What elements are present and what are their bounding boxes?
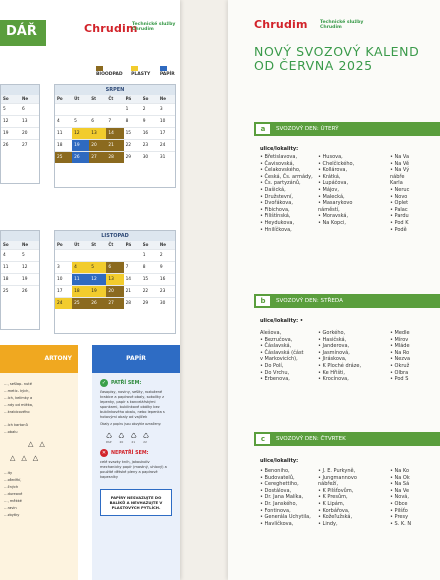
papir-notice: PAPÍRY NESVAZUJTE DO BALÍKŮ A NEVHAZUJTE V PLASTOVÝCH PYTLÍCH. xyxy=(100,489,172,516)
day-cell xyxy=(72,249,89,261)
page-title: NOVÝ SVOZOVÝ KALEND OD ČERVNA 2025 xyxy=(254,44,420,73)
street-item: • Čáslavská, xyxy=(260,343,292,350)
day-cell xyxy=(106,249,123,261)
day-cell: 3 xyxy=(158,103,175,115)
day-cell: 29 xyxy=(141,297,158,309)
day-cell: 5 xyxy=(89,261,106,273)
street-item: • S. K. N xyxy=(390,520,412,527)
street-item: • Bezručova, xyxy=(260,336,293,343)
day-cell: 13 xyxy=(106,273,123,285)
day-cell: 8 xyxy=(141,261,158,273)
street-item: • Pilšťo xyxy=(390,507,408,514)
day-bar-a xyxy=(254,122,440,136)
street-item: • Podě xyxy=(390,226,407,233)
street-item: • J. E. Purkyně, xyxy=(318,468,356,474)
day-label: SVOZOVÝ DEN: ČTVRTEK xyxy=(276,436,346,442)
street-item: • Jungmannovo xyxy=(318,474,357,481)
street-item: • Čelakovského, xyxy=(260,167,301,174)
street-item: nábřeží, xyxy=(318,481,339,488)
street-item: • Dašická, xyxy=(260,186,286,193)
day-cell: 14 xyxy=(106,127,123,139)
day-cell: 5 xyxy=(20,249,39,261)
day-cell: 23 xyxy=(158,285,175,297)
nepatri-sem-heading: ✕ NEPATŘÍ SEM: xyxy=(101,450,149,456)
street-item: • Generála Uchytila, xyxy=(260,514,311,521)
obaly-note: Obaly z papíru jsou obvykle označeny: xyxy=(100,422,162,426)
street-item: • Olbra xyxy=(390,369,409,376)
day-cell: 1 xyxy=(124,103,141,115)
street-item: • Cereghettiho, xyxy=(260,481,299,488)
street-item: • Čáslavská (část xyxy=(260,349,304,356)
street-item: • Okruž xyxy=(390,362,410,369)
day-cell: 17 xyxy=(158,127,175,139)
day-cell: 17 xyxy=(55,285,72,297)
street-item: • Nezva xyxy=(390,356,411,363)
text-line: …dureové xyxy=(4,492,23,496)
street-item: • Pod S xyxy=(390,376,409,383)
street-item: • Hasičská, xyxy=(318,336,347,343)
street-item: • Mírov xyxy=(390,336,409,343)
day-cell: 25 xyxy=(72,297,89,309)
check-icon: ✓ xyxy=(101,380,107,386)
street-item: • Neruc xyxy=(390,186,410,193)
recycle-icon: ♺ xyxy=(118,432,125,440)
day-cell: 19 xyxy=(1,127,20,139)
recycle-symbols-kartony-2 xyxy=(0,448,78,462)
day-cell: 26 xyxy=(72,151,89,163)
papir-title: PAPÍR xyxy=(92,345,180,373)
day-cell: 15 xyxy=(124,127,141,139)
streets-label: ulice/lokality: xyxy=(260,458,299,464)
day-cell xyxy=(72,103,89,115)
street-item: • Janderova, xyxy=(318,343,350,350)
day-cell: 9 xyxy=(158,261,175,273)
day-cell: 18 xyxy=(55,139,72,151)
day-cell: 10 xyxy=(158,115,175,127)
text-line: …obalu xyxy=(4,430,18,434)
street-item: • K Presům, xyxy=(318,494,348,501)
street-item: • K Ploché dráze, xyxy=(318,362,362,369)
street-item: • Lupáčova, xyxy=(318,180,349,187)
day-cell: 5 xyxy=(1,103,20,115)
street-item: • Čavisovská, xyxy=(260,160,295,167)
day-cell: 27 xyxy=(20,139,39,151)
day-cell: 5 xyxy=(72,115,89,127)
street-column xyxy=(260,154,313,233)
legend-item-papir: PAPÍR xyxy=(160,66,180,77)
street-item: • Hnilíčkova, xyxy=(260,226,292,233)
weekday-label: St xyxy=(91,96,97,101)
day-cell: 16 xyxy=(141,127,158,139)
day-cell: 24 xyxy=(158,139,175,151)
day-cell: 6 xyxy=(20,103,39,115)
street-item: • Na Ok xyxy=(390,474,410,481)
day-cell: 7 xyxy=(106,115,123,127)
day-cell: 15 xyxy=(141,273,158,285)
street-column xyxy=(260,330,304,383)
street-item: • Na Vý xyxy=(390,167,410,174)
day-bar-c xyxy=(254,432,440,446)
street-item: • Májov, xyxy=(318,186,339,193)
street-item: • Fibichova, xyxy=(260,206,290,213)
day-cell: 19 xyxy=(89,285,106,297)
street-item: • Na Ro xyxy=(390,349,410,356)
recycle-symbols xyxy=(92,428,180,440)
day-cell: 26 xyxy=(89,297,106,309)
day-cell: 4 xyxy=(55,115,72,127)
street-item: • Fontinova, xyxy=(260,507,291,514)
street-item: • Dr. Janského, xyxy=(260,500,298,507)
street-item: • Na Ve xyxy=(390,487,410,494)
day-grid xyxy=(55,249,175,309)
papir-swatch xyxy=(160,66,167,71)
street-item: • Gorkého, xyxy=(318,330,346,336)
street-item: • Krocínova, xyxy=(318,376,349,383)
street-item: • Malecká, xyxy=(318,193,345,200)
chrudim-logo: Chrudim xyxy=(254,18,308,31)
street-item: • Jiráskova, xyxy=(318,356,347,363)
street-item: • Krátká, xyxy=(318,173,341,180)
text-line: …, sešlap- nuté xyxy=(4,382,32,386)
day-cell: 20 xyxy=(89,139,106,151)
street-item: • Mláde xyxy=(390,343,410,350)
day-grid xyxy=(55,103,175,163)
weekday-label: So xyxy=(142,96,149,101)
text-line: …ndy od mléka, xyxy=(4,403,34,407)
street-item: • Dvořákova, xyxy=(260,200,293,207)
day-cell: 14 xyxy=(124,273,141,285)
street-item: • Oplet xyxy=(390,200,409,207)
text-line: …ravin xyxy=(4,506,17,510)
day-cell: 20 xyxy=(20,127,39,139)
day-cell: 19 xyxy=(20,273,39,285)
kartony-title: ARTONY xyxy=(0,345,78,373)
day-label: SVOZOVÝ DEN: ÚTERÝ xyxy=(276,126,339,132)
bio-swatch xyxy=(96,66,103,71)
street-item: • Heydukova, xyxy=(260,219,295,226)
street-item: Alešova, xyxy=(260,330,282,336)
text-line: …krabicového xyxy=(4,410,30,414)
weekday-label: Út xyxy=(74,96,80,101)
cross-icon: ✕ xyxy=(101,450,107,456)
day-cell: 28 xyxy=(124,297,141,309)
day-cell: 30 xyxy=(158,297,175,309)
weekday-label: Út xyxy=(74,242,80,247)
street-column xyxy=(390,154,409,233)
weekday-label: Pá xyxy=(125,96,132,101)
day-cell: 1 xyxy=(141,249,158,261)
day-cell: 31 xyxy=(158,151,175,163)
street-item: • Na Sá xyxy=(390,481,410,488)
day-cell: 26 xyxy=(1,139,20,151)
day-cell: 2 xyxy=(158,249,175,261)
plasty-swatch xyxy=(131,66,138,71)
text-line: …ích kartonů xyxy=(4,423,28,427)
street-item: • Lindy, xyxy=(318,520,338,527)
legend xyxy=(96,66,180,77)
day-cell: 16 xyxy=(158,273,175,285)
street-column xyxy=(390,468,411,527)
street-item: • Husova, xyxy=(318,154,343,160)
weekday-row xyxy=(55,241,175,249)
street-item: • Masarykovo xyxy=(318,200,353,207)
street-item: • Do Polí, xyxy=(260,362,284,369)
street-item: • Na Va xyxy=(390,154,410,160)
weekday-label: St xyxy=(91,242,97,247)
street-item: • Pod K xyxy=(390,219,409,226)
patri-sem-text: časopisy, noviny, sešity, rozložené krabice a papírové obaly, sokolíky z lepenky, papír s kancelářskými sponkami, bublinkové obálky bez bublinkového obalu, nebo lepenka s hotovými obaly od vajíček xyxy=(100,390,165,419)
left-page xyxy=(0,0,180,580)
street-item: náměstí, xyxy=(318,206,340,213)
chrudim-logo: Chrudim xyxy=(84,22,138,35)
recycle-icon: △ xyxy=(21,454,27,462)
month-title: SRPEN xyxy=(55,85,175,95)
day-cell: 9 xyxy=(141,115,158,127)
street-item: • Břetislavova, xyxy=(260,154,298,160)
logo-subtitle: Technické služby Chrudim xyxy=(320,20,364,30)
recycle-icon: ♺ xyxy=(106,432,113,440)
weekday-label: So xyxy=(142,242,149,247)
text-line: …oťedřkí, xyxy=(4,478,22,482)
calendar-fragment-top: So Ne 5 6 12 13 19 20 26 27 xyxy=(0,84,40,184)
street-item: • Erbenova, xyxy=(260,376,290,383)
weekday-label: Pá xyxy=(125,242,132,247)
day-cell: 11 xyxy=(72,273,89,285)
nepatri-sem-text: celé svazky knih, jakoukoliv mechanicky papír (mastný, uhlový) a použité dětské pleny a papírové kapesníky xyxy=(100,460,167,479)
page-tab-fragment: DÁŘ xyxy=(0,20,46,46)
street-item: • Presy xyxy=(390,514,409,521)
weekday-row xyxy=(55,95,175,103)
recycle-icon: △ xyxy=(39,440,45,448)
day-cell: 4 xyxy=(1,249,20,261)
day-cell: 20 xyxy=(106,285,123,297)
day-bar-b xyxy=(254,294,440,308)
day-cell: 23 xyxy=(141,139,158,151)
text-line: …čných xyxy=(4,485,19,489)
zone-letter: c xyxy=(256,434,270,444)
day-cell: 12 xyxy=(72,127,89,139)
recycle-icon: △ xyxy=(10,454,16,462)
logo-subtitle: Technické služby Chrudim xyxy=(132,22,176,32)
street-item: • Kollárova, xyxy=(318,167,348,174)
street-item: • Ke Hřišti, xyxy=(318,369,345,376)
day-cell xyxy=(124,249,141,261)
day-cell: 22 xyxy=(141,285,158,297)
day-cell xyxy=(106,103,123,115)
day-cell: 19 xyxy=(72,139,89,151)
zone-letter: b xyxy=(256,296,270,306)
day-cell: 25 xyxy=(55,151,72,163)
day-cell: 28 xyxy=(106,151,123,163)
recycle-icon: ♺ xyxy=(130,432,137,440)
legend-item-plasty: PLASTY xyxy=(131,66,155,77)
street-item: • Nová, xyxy=(390,494,409,501)
street-item: • Benoniho, xyxy=(260,468,290,474)
day-cell: 27 xyxy=(106,297,123,309)
day-cell: 25 xyxy=(1,285,20,297)
day-cell xyxy=(89,103,106,115)
street-item: • Do Vrchu, xyxy=(260,369,290,376)
day-cell: 2 xyxy=(141,103,158,115)
street-item: • Havlíčkova, xyxy=(260,520,294,527)
text-line: …zbytky xyxy=(4,513,20,517)
day-cell: 6 xyxy=(106,261,123,273)
calendar-fragment-bottom: So Ne 4 5 11 12 18 19 25 26 xyxy=(0,230,40,330)
street-item: • Kožeľužská, xyxy=(318,514,353,521)
day-cell: 3 xyxy=(55,261,72,273)
day-cell: 24 xyxy=(55,297,72,309)
weekday-label: Čt xyxy=(108,242,114,247)
day-cell: 27 xyxy=(89,151,106,163)
street-item: • Novo xyxy=(390,193,408,200)
right-page xyxy=(228,0,440,580)
text-line: …ity xyxy=(4,471,13,475)
day-cell: 18 xyxy=(72,285,89,297)
weekday-label: Ne xyxy=(159,242,166,247)
street-item: • Dr. Jana Malíka, xyxy=(260,494,304,501)
day-cell: 11 xyxy=(1,261,20,273)
weekday-label: Po xyxy=(57,96,63,101)
kartony-panel xyxy=(0,345,78,580)
text-line: …ích, kelímky a xyxy=(4,396,33,400)
recycle-symbols-kartony xyxy=(0,436,78,448)
street-item: • Obce xyxy=(390,500,408,507)
calendar-listopad xyxy=(54,230,176,334)
day-cell: 10 xyxy=(55,273,72,285)
legend-item-bio: BIOODPAD xyxy=(96,66,126,77)
street-item: • Družstevní, xyxy=(260,193,293,200)
day-cell: 13 xyxy=(20,115,39,127)
street-item: v Markovicích), xyxy=(260,356,298,363)
patri-sem-heading: ✓ PATŘÍ SEM: xyxy=(101,380,142,386)
day-cell: 30 xyxy=(141,151,158,163)
day-cell xyxy=(89,249,106,261)
street-item: • K Pilšťovům, xyxy=(318,487,354,494)
day-cell xyxy=(55,249,72,261)
streets-label: ulice/lokality: • xyxy=(260,318,304,324)
street-column xyxy=(318,330,361,383)
street-item: • Česká, Čs. armády, xyxy=(260,173,313,180)
street-item: • Filištínská, xyxy=(260,213,291,220)
street-item: • Chelčického, xyxy=(318,160,355,167)
recycle-icon: △ xyxy=(28,440,34,448)
street-item: • Na Kopci, xyxy=(318,219,346,226)
day-cell xyxy=(55,103,72,115)
day-cell: 18 xyxy=(1,273,20,285)
street-column xyxy=(318,154,354,227)
street-item: • Jasmínová, xyxy=(318,349,350,356)
text-line: …metic- kých, xyxy=(4,389,30,393)
street-item: • Medle xyxy=(390,330,410,336)
weekday-label: Po xyxy=(57,242,63,247)
street-item: • Na Ko xyxy=(390,468,410,474)
street-column xyxy=(260,468,311,527)
street-item: • Pardu xyxy=(390,213,409,220)
day-cell: 22 xyxy=(124,139,141,151)
streets-label: ulice/lokality: xyxy=(260,146,299,152)
day-cell: 13 xyxy=(89,127,106,139)
weekday-label: Čt xyxy=(108,96,114,101)
papir-panel xyxy=(92,345,180,580)
street-item: • Budovatelů, xyxy=(260,474,295,481)
street-item: • Čs. partyzánů, xyxy=(260,180,301,187)
street-item: • Dostálova, xyxy=(260,487,292,494)
street-item: • Korbářova, xyxy=(318,507,350,514)
street-item: • Na Vě xyxy=(390,160,410,167)
day-cell: 12 xyxy=(20,261,39,273)
calendar-srpen xyxy=(54,84,176,188)
month-title: LISTOPAD xyxy=(55,231,175,241)
day-cell: 26 xyxy=(20,285,39,297)
street-item: • Moravská, xyxy=(318,213,349,220)
day-cell: 11 xyxy=(55,127,72,139)
day-cell: 8 xyxy=(124,115,141,127)
day-cell: 7 xyxy=(124,261,141,273)
day-cell: 12 xyxy=(1,115,20,127)
day-label: SVOZOVÝ DEN: STŘEDA xyxy=(276,298,343,304)
day-cell: 21 xyxy=(124,285,141,297)
day-cell: 29 xyxy=(124,151,141,163)
street-item: nábře xyxy=(390,173,405,180)
zone-letter: a xyxy=(256,124,270,134)
day-cell: 21 xyxy=(106,139,123,151)
street-item: • K Lipám, xyxy=(318,500,345,507)
street-column xyxy=(390,330,410,383)
text-line: …, měkké xyxy=(4,499,22,503)
day-cell: 6 xyxy=(89,115,106,127)
street-column xyxy=(318,468,357,527)
recycle-labels: PAP 20 21 22 xyxy=(106,440,147,444)
recycle-icon: △ xyxy=(32,454,39,462)
day-cell: 4 xyxy=(72,261,89,273)
weekday-label: Ne xyxy=(159,96,166,101)
recycle-icon: ♺ xyxy=(142,432,150,440)
day-cell: 12 xyxy=(89,273,106,285)
street-item: • Palac xyxy=(390,206,408,213)
street-item: Karla xyxy=(390,180,403,187)
